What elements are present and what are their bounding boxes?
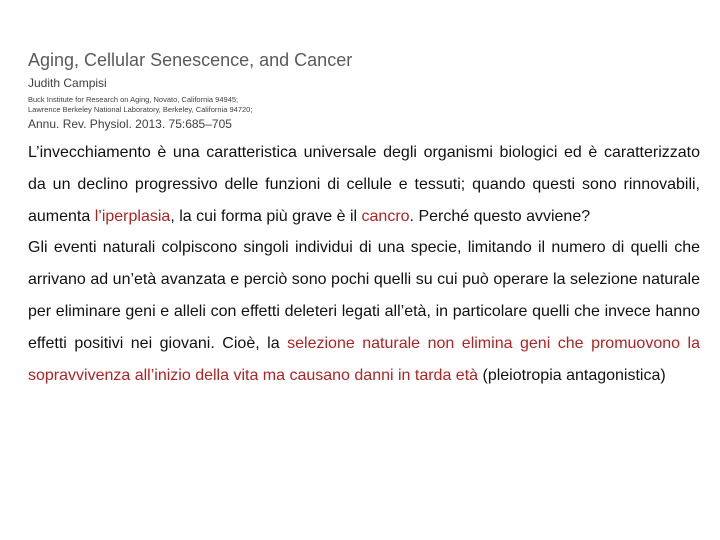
paragraph-1-text-c: . Perché questo avviene? bbox=[409, 207, 591, 225]
body-text bbox=[28, 137, 700, 391]
paragraph-2 bbox=[28, 232, 700, 391]
paragraph-1-text-a: L’invecchiamento è una caratteristica universale degli organismi biologici ed è caratterizzato da un declino progressivo delle funzioni di cellule e tessuti; quando questi sono rinnovabili, aumenta bbox=[28, 144, 700, 225]
highlight-iperplasia: l’iperplasia bbox=[94, 207, 171, 225]
paragraph-2-text-a: Gli eventi naturali colpiscono singoli individui di una specie, limitando il numero di quelli che arrivano ad un’età avanzata e perciò sono pochi quelli su cui può operare la selezione naturale per eliminare geni e alleli con effetti deleteri legati all’età, in particolare quelli che invece hanno effetti positivi nei giovani. Cioè, la bbox=[28, 239, 700, 352]
highlight-cancro: cancro bbox=[361, 207, 410, 225]
affiliation-line-2: Lawrence Berkeley National Laboratory, Berkeley, California 94720; bbox=[28, 105, 253, 114]
journal-citation: Annu. Rev. Physiol. 2013. 75:685–705 bbox=[28, 117, 232, 131]
paragraph-2-text-b: (pleiotropia antagonistica) bbox=[478, 366, 666, 384]
affiliation-line-1: Buck Institute for Research on Aging, Novato, California 94945; bbox=[28, 95, 239, 104]
highlight-selezione-naturale: selezione naturale non elimina geni che promuovono la sopravvivenza all’inizio della vita ma causano danni in tarda età bbox=[28, 334, 700, 384]
author-name: Judith Campisi bbox=[28, 76, 107, 90]
slide-title: Aging, Cellular Senescence, and Cancer bbox=[28, 50, 353, 70]
paragraph-1-text-b: , la cui forma più grave è il bbox=[170, 207, 362, 225]
paragraph-1 bbox=[28, 137, 700, 232]
